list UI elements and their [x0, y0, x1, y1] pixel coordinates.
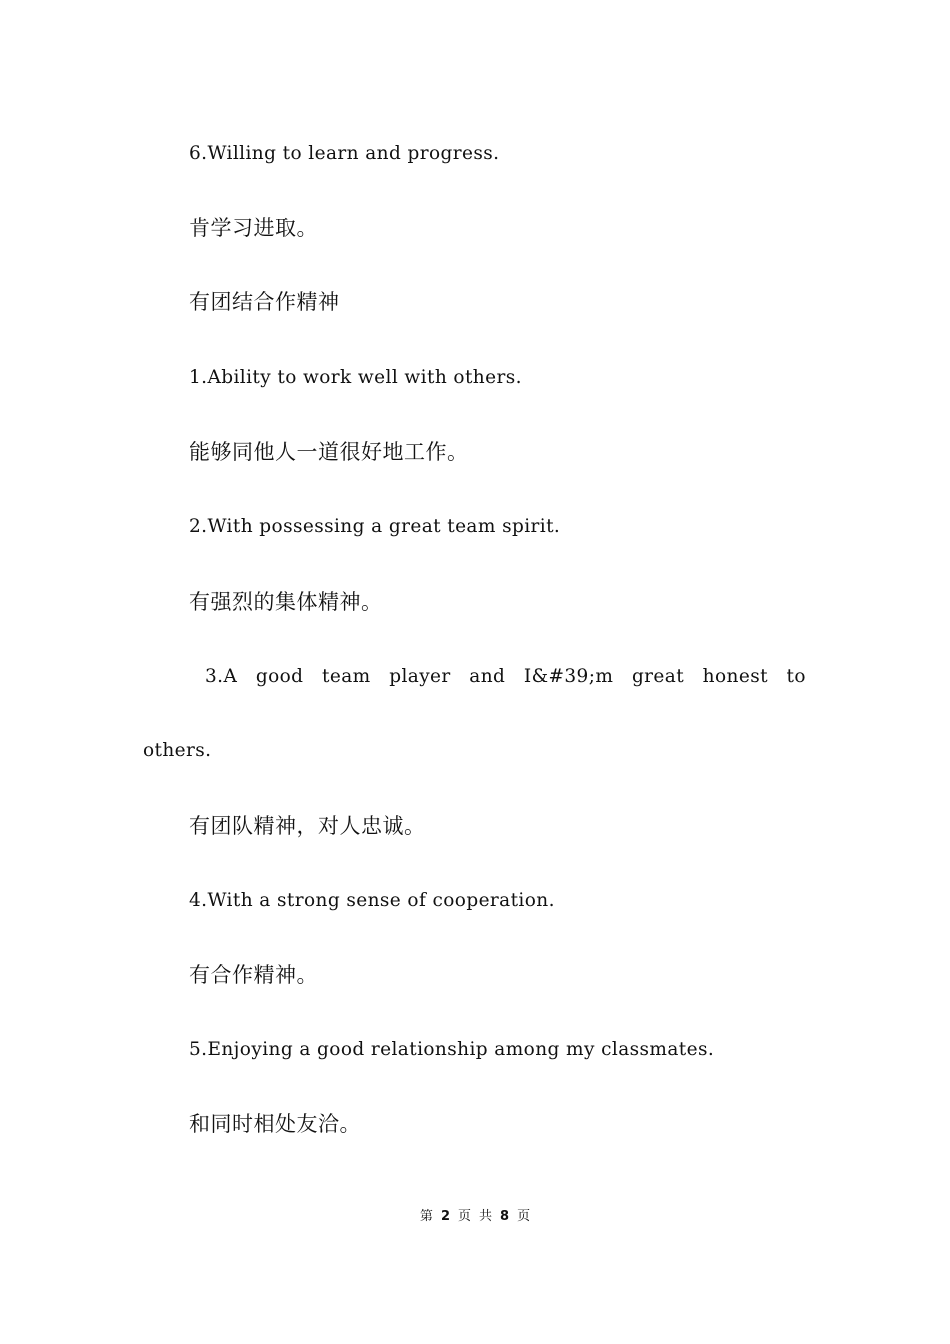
word: I&#39;m	[523, 666, 614, 687]
word: to	[786, 666, 806, 687]
footer-suffix: 页	[517, 1209, 531, 1224]
word: team	[322, 666, 371, 687]
footer-prefix: 第	[419, 1209, 433, 1224]
section-heading: 有团结合作精神	[189, 290, 340, 314]
paragraph-zh-2: 有强烈的集体精神。	[189, 590, 383, 614]
paragraph-en-4: 4.With a strong sense of cooperation.	[189, 890, 555, 911]
footer-total-word: 共	[479, 1209, 493, 1224]
total-page-number: 8	[500, 1209, 510, 1224]
paragraph-zh-4: 有合作精神。	[189, 963, 318, 987]
paragraph-zh-3: 有团队精神，对人忠诚。	[189, 814, 426, 838]
word: and	[469, 666, 506, 687]
paragraph-en-3-line2: others.	[143, 740, 212, 761]
paragraph-zh-6: 肯学习进取。	[189, 216, 318, 240]
word: player	[389, 666, 451, 687]
paragraph-en-6: 6.Willing to learn and progress.	[189, 143, 500, 164]
paragraph-zh-5: 和同时相处友洽。	[189, 1112, 361, 1136]
word: good	[255, 666, 304, 687]
paragraph-en-2: 2.With possessing a great team spirit.	[189, 516, 561, 537]
footer-page-word: 页	[457, 1209, 471, 1224]
paragraph-en-3-line1	[205, 663, 806, 691]
current-page-number: 2	[440, 1209, 450, 1224]
paragraph-en-1: 1.Ability to work well with others.	[189, 367, 522, 388]
word: honest	[702, 666, 768, 687]
page-number-footer	[0, 1208, 950, 1226]
word: great	[631, 666, 685, 687]
word: 3.A	[205, 666, 238, 687]
paragraph-zh-1: 能够同他人一道很好地工作。	[189, 440, 469, 464]
paragraph-en-5: 5.Enjoying a good relationship among my classmates.	[189, 1039, 715, 1060]
